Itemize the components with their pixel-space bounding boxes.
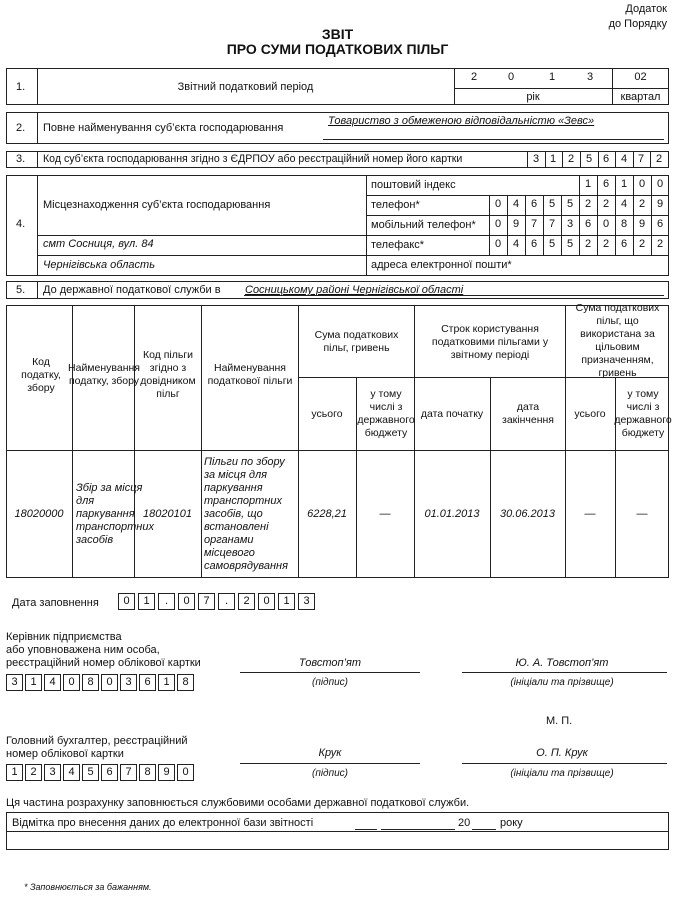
- card-digit: 8: [82, 674, 99, 691]
- mobile-digit: 0: [602, 218, 610, 230]
- row-5-label: До державної податкової служби в: [43, 284, 221, 296]
- header-used: Сума податкових пільг, що використана за цільовим призначенням, гривень: [575, 302, 660, 379]
- card-digit: 1: [6, 764, 23, 781]
- accountant-name-caption: (ініціали та прізвище): [510, 768, 614, 779]
- date-digit: 0: [258, 593, 275, 610]
- code-digit: 5: [585, 153, 593, 165]
- appendix-line-2: до Порядку: [608, 18, 667, 30]
- date-digit: 3: [298, 593, 315, 610]
- card-digit: 3: [6, 674, 23, 691]
- year-digit: 1: [548, 71, 556, 83]
- mobile-digit: 9: [512, 218, 520, 230]
- card-digit: 9: [158, 764, 175, 781]
- fax-digit: 5: [548, 238, 556, 250]
- appendix-line-1: Додаток: [625, 3, 667, 15]
- row-5-num: 5.: [16, 284, 26, 296]
- phone-number: [489, 195, 669, 215]
- code-digit: 7: [637, 153, 645, 165]
- card-digit: 4: [44, 674, 61, 691]
- tax-mark-year-suffix: року: [500, 817, 523, 829]
- postal-digit: 1: [620, 178, 628, 190]
- fax-digit: 2: [656, 238, 664, 250]
- cell-benefit-code: 18020101: [143, 508, 192, 520]
- accountant-signature: Крук: [318, 747, 342, 759]
- phone-digit: 5: [548, 198, 556, 210]
- header-sum: Сума податкових пільг, гривень: [314, 329, 399, 354]
- address-line-2: Чернігівська область: [43, 259, 155, 271]
- cell-used-total: —: [584, 508, 596, 520]
- phone-digit: 5: [566, 198, 574, 210]
- card-digit: 0: [63, 674, 80, 691]
- cell-tax-code: 18020000: [14, 508, 64, 520]
- row-3-label: Код суб’єкта господарювання згідно з ЄДРПОУ або реєстраційний номер його картки: [43, 153, 463, 165]
- phone-digit: 2: [602, 198, 610, 210]
- title-line-2: ПРО СУМИ ПОДАТКОВИХ ПІЛЬГ: [226, 41, 449, 57]
- quarter-label: квартал: [620, 91, 661, 103]
- title-line-1: ЗВІТ: [321, 26, 354, 42]
- phone-digit: 6: [530, 198, 538, 210]
- header-tax-name: Найменування податку, збору: [68, 362, 140, 387]
- head-signature-caption: (підпис): [312, 677, 348, 688]
- row-2-label: Повне найменування суб’єкта господарювання: [43, 122, 284, 134]
- card-digit: 0: [177, 764, 194, 781]
- year-digit: 3: [586, 71, 594, 83]
- footnote: * Заповнюється за бажанням.: [24, 882, 152, 892]
- row-4-label: Місцезнаходження суб’єкта господарювання: [43, 199, 271, 211]
- row-1-label: Звітний податковий період: [177, 81, 314, 93]
- postal-label: поштовий індекс: [371, 179, 456, 191]
- card-digit: 4: [63, 764, 80, 781]
- cell-used-state: —: [636, 508, 648, 520]
- fax-digit: 2: [638, 238, 646, 250]
- postal-digit: 0: [656, 178, 664, 190]
- entity-name: Товариство з обмеженою відповідальністю «Зевс»: [328, 115, 595, 127]
- card-digit: 1: [158, 674, 175, 691]
- cell-sum-state: —: [379, 508, 391, 520]
- date-digit: 2: [238, 593, 255, 610]
- fax-digit: 6: [620, 238, 628, 250]
- header-term: Строк користування податковими пільгами у звітному періоді: [431, 322, 549, 361]
- header-benefit-code: Код пільги згідно з довідником пільг: [140, 349, 196, 400]
- fax-number: [489, 235, 669, 255]
- tax-office: Сосницькому районі Чернігівської області: [245, 284, 464, 296]
- tax-mark-label: Відмітка про внесення даних до електронної бази звітності: [12, 817, 314, 829]
- card-digit: 3: [44, 764, 61, 781]
- accountant-name: О. П. Крук: [536, 747, 588, 759]
- date-digit: 1: [138, 593, 155, 610]
- postal-digit: 0: [638, 178, 646, 190]
- code-digit: 2: [655, 153, 663, 165]
- date-digit: 0: [178, 593, 195, 610]
- row-3-num: 3.: [16, 153, 26, 165]
- header-sum-state: у тому числі з державного бюджету: [357, 388, 415, 439]
- row-4-num: 4.: [16, 218, 26, 230]
- header-term-start: дата початку: [420, 407, 484, 420]
- stamp-mark: М. П.: [546, 715, 573, 727]
- fax-digit: 2: [602, 238, 610, 250]
- cell-benefit-name: Пільги по збору за місця для паркування транспортних засобів, що встановлені органами місцевого самоврядування: [204, 456, 288, 572]
- code-digit: 3: [532, 153, 540, 165]
- header-tax-code: Код податку, збору: [21, 355, 61, 394]
- header-used-state: у тому числі з державного бюджету: [614, 388, 672, 439]
- phone-digit: 2: [638, 198, 646, 210]
- code-digit: 6: [602, 153, 610, 165]
- fax-label: телефакс*: [371, 239, 425, 251]
- date-separator: .: [218, 593, 235, 610]
- fax-digit: 2: [584, 238, 592, 250]
- fill-date-label: Дата заповнення: [12, 597, 99, 609]
- cell-tax-name: Збір за місця для паркування транспортних засобів: [76, 482, 154, 546]
- accountant-signature-caption: (підпис): [312, 768, 348, 779]
- head-label: Керівник підприємства або уповноважена ним особа, реєстраційний номер облікової картки: [6, 631, 201, 669]
- mobile-digit: 3: [566, 218, 574, 230]
- mobile-digit: 8: [620, 218, 628, 230]
- cell-end-date: 30.06.2013: [499, 508, 556, 520]
- card-digit: 7: [120, 764, 137, 781]
- phone-digit: 0: [494, 198, 502, 210]
- mobile-label: мобільний телефон*: [371, 219, 476, 231]
- fax-digit: 5: [566, 238, 574, 250]
- mobile-digit: 0: [494, 218, 502, 230]
- card-digit: 6: [101, 764, 118, 781]
- head-name-caption: (ініціали та прізвище): [510, 677, 614, 688]
- date-digit: 7: [198, 593, 215, 610]
- phone-digit: 4: [620, 198, 628, 210]
- mobile-digit: 7: [548, 218, 556, 230]
- mobile-number: [489, 215, 669, 235]
- header-benefit-name: Найменування податкової пільги: [207, 362, 293, 387]
- tax-service-note: Ця частина розрахунку заповнюється службовими особами державної податкової служби.: [6, 797, 470, 809]
- card-digit: 0: [101, 674, 118, 691]
- mobile-digit: 6: [584, 218, 592, 230]
- phone-digit: 9: [656, 198, 664, 210]
- postal-digit: 1: [584, 178, 592, 190]
- cell-start-date: 01.01.2013: [424, 508, 480, 520]
- code-digit: 2: [567, 153, 575, 165]
- header-term-end: дата закінчення: [502, 401, 554, 426]
- address-line-1: смт Сосниця, вул. 84: [43, 238, 154, 250]
- mobile-digit: 9: [638, 218, 646, 230]
- card-digit: 1: [25, 674, 42, 691]
- postal-code: [579, 175, 669, 195]
- page-title: [0, 27, 675, 57]
- phone-digit: 2: [584, 198, 592, 210]
- tax-mark-year-prefix: 20: [458, 817, 471, 829]
- postal-digit: 6: [602, 178, 610, 190]
- card-digit: 8: [139, 764, 156, 781]
- head-signature: Товстоп’ят: [298, 657, 362, 669]
- date-digit: 1: [278, 593, 295, 610]
- fax-digit: 6: [530, 238, 538, 250]
- fax-digit: 0: [494, 238, 502, 250]
- code-digit: 4: [620, 153, 628, 165]
- head-name: Ю. А. Товстоп’ят: [515, 657, 609, 669]
- year-label: рік: [526, 91, 540, 103]
- accountant-label: Головний бухгалтер, реєстраційний номер облікової картки: [6, 735, 188, 760]
- mobile-digit: 6: [656, 218, 664, 230]
- year-digit: 0: [507, 71, 515, 83]
- card-digit: 5: [82, 764, 99, 781]
- card-digit: 6: [139, 674, 156, 691]
- code-digit: 1: [549, 153, 557, 165]
- phone-label: телефон*: [371, 199, 420, 211]
- row-1-num: 1.: [16, 81, 26, 93]
- header-used-total: усього: [574, 407, 606, 420]
- row-2-num: 2.: [16, 122, 26, 134]
- quarter-value: 02: [634, 71, 647, 83]
- fax-digit: 4: [512, 238, 520, 250]
- phone-digit: 4: [512, 198, 520, 210]
- card-digit: 3: [120, 674, 137, 691]
- cell-sum-total: 6228,21: [307, 508, 347, 520]
- date-separator: .: [158, 593, 175, 610]
- card-digit: 2: [25, 764, 42, 781]
- card-digit: 8: [177, 674, 194, 691]
- edrpou-code: [527, 151, 669, 168]
- year-digit: 2: [470, 71, 478, 83]
- header-sum-total: усього: [311, 407, 343, 420]
- mobile-digit: 7: [530, 218, 538, 230]
- email-label: адреса електронної пошти*: [371, 259, 512, 271]
- date-digit: 0: [118, 593, 135, 610]
